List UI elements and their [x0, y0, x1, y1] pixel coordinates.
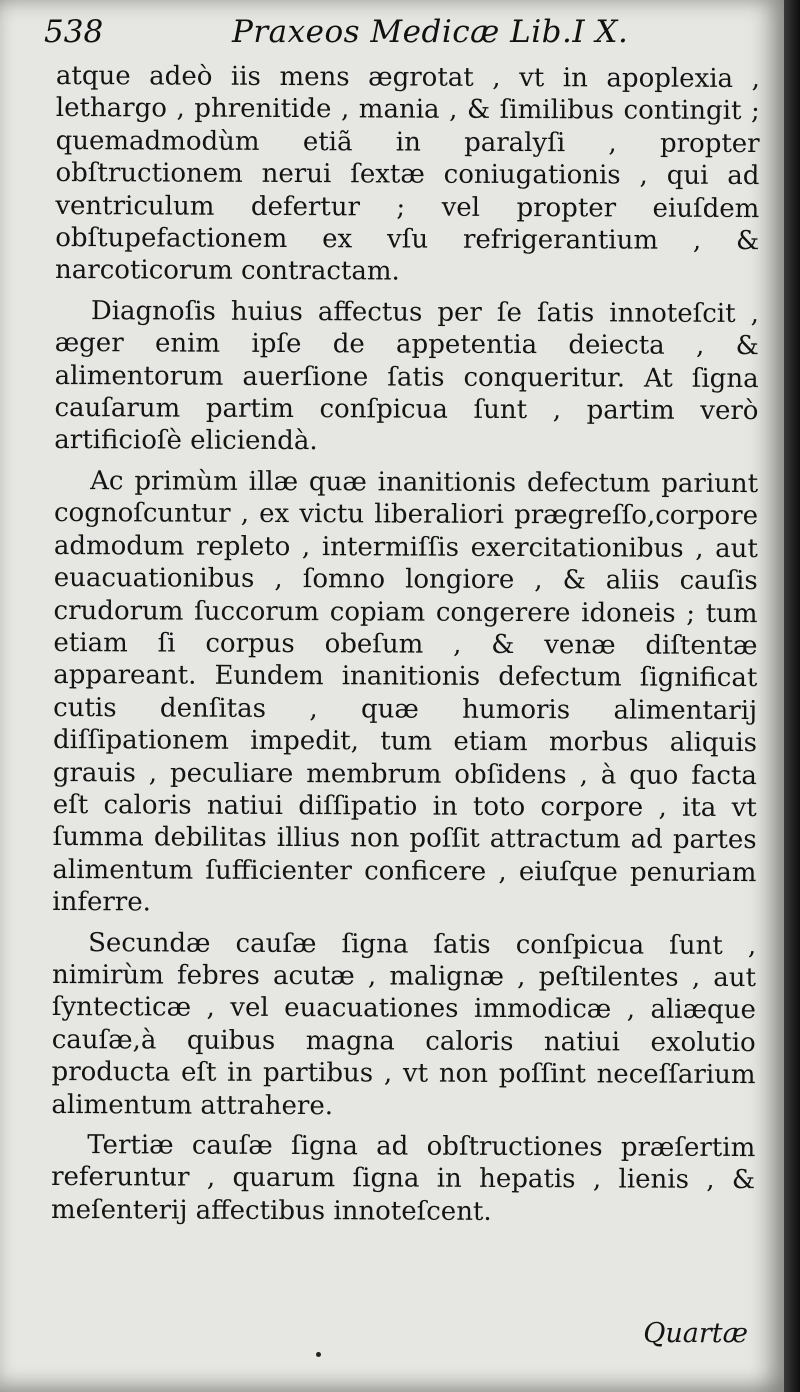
page-number: 538	[44, 14, 104, 50]
paragraph-3: Ac primùm illæ quæ inanitionis defectum pariunt cognoſcuntur , ex victu liberaliori prægreſſo,corpore admodum repleto , intermiſſis exercitationibus , aut euacuationibus , ſomno longiore , & aliis cauſis crudorum ſuccorum copiam congerere idoneis ; tum etiam ſi corpus obeſum , & venæ diſtentæ appareant. Eundem inanitionis defectum ſignificat cutis denſitas , quæ humoris alimentarij diſſipationem impedit, tum etiam morbus aliquis grauis , peculiare membrum obſidens , à quo facta eſt caloris natiui diſſipatio in toto corpore , ita vt ſumma debilitas illius non poſſit attractum ad partes alimentum ſufficienter conficere , eiuſque penuriam inferre.	[52, 466, 759, 918]
book-spine-shadow	[784, 0, 800, 1392]
paragraph-5: Tertiæ cauſæ ſigna ad obſtructiones præſertim referuntur , quarum ſigna in hepatis , lienis , & meſenterij affectibus innoteſcent.	[50, 1130, 756, 1227]
page-header	[44, 14, 754, 54]
body-text	[51, 60, 760, 1237]
paragraph-2: Diagnoſis huius affectus per ſe ſatis innoteſcit , æger enim ipſe de appetentia deiecta , & alimentorum auerſione ſatis conqueritur. At ſigna cauſarum partim conſpicua ſunt , partim verò artificioſè eliciendà.	[54, 295, 759, 457]
paragraph-4: Secundæ cauſæ ſigna ſatis conſpicua ſunt , nimirùm febres acutæ , malignæ , peſtilentes , aut ſyntecticæ , vel euacuationes immodicæ , aliæque cauſæ,à quibus magna caloris natiui exolutio producta eſt in partibus , vt non poſſint neceſſarium alimentum attrahere.	[51, 927, 757, 1121]
running-title: Praxeos Medicæ Lib.I X.	[232, 14, 629, 50]
ink-dot	[316, 1352, 321, 1357]
catchword: Quartæ	[643, 1318, 748, 1349]
paragraph-1: atque adeò iis mens ægrotat , vt in apoplexia , lethargo , phrenitide , mania , & ſimilibus contingit ; quemadmodùm etiã in paralyſi , propter obſtructionem nerui ſextæ coniugationis , qui ad ventriculum defertur ; vel propter eiuſdem obſtupefactionem ex vſu refrigerantium , & narcoticorum contractam.	[55, 60, 760, 287]
